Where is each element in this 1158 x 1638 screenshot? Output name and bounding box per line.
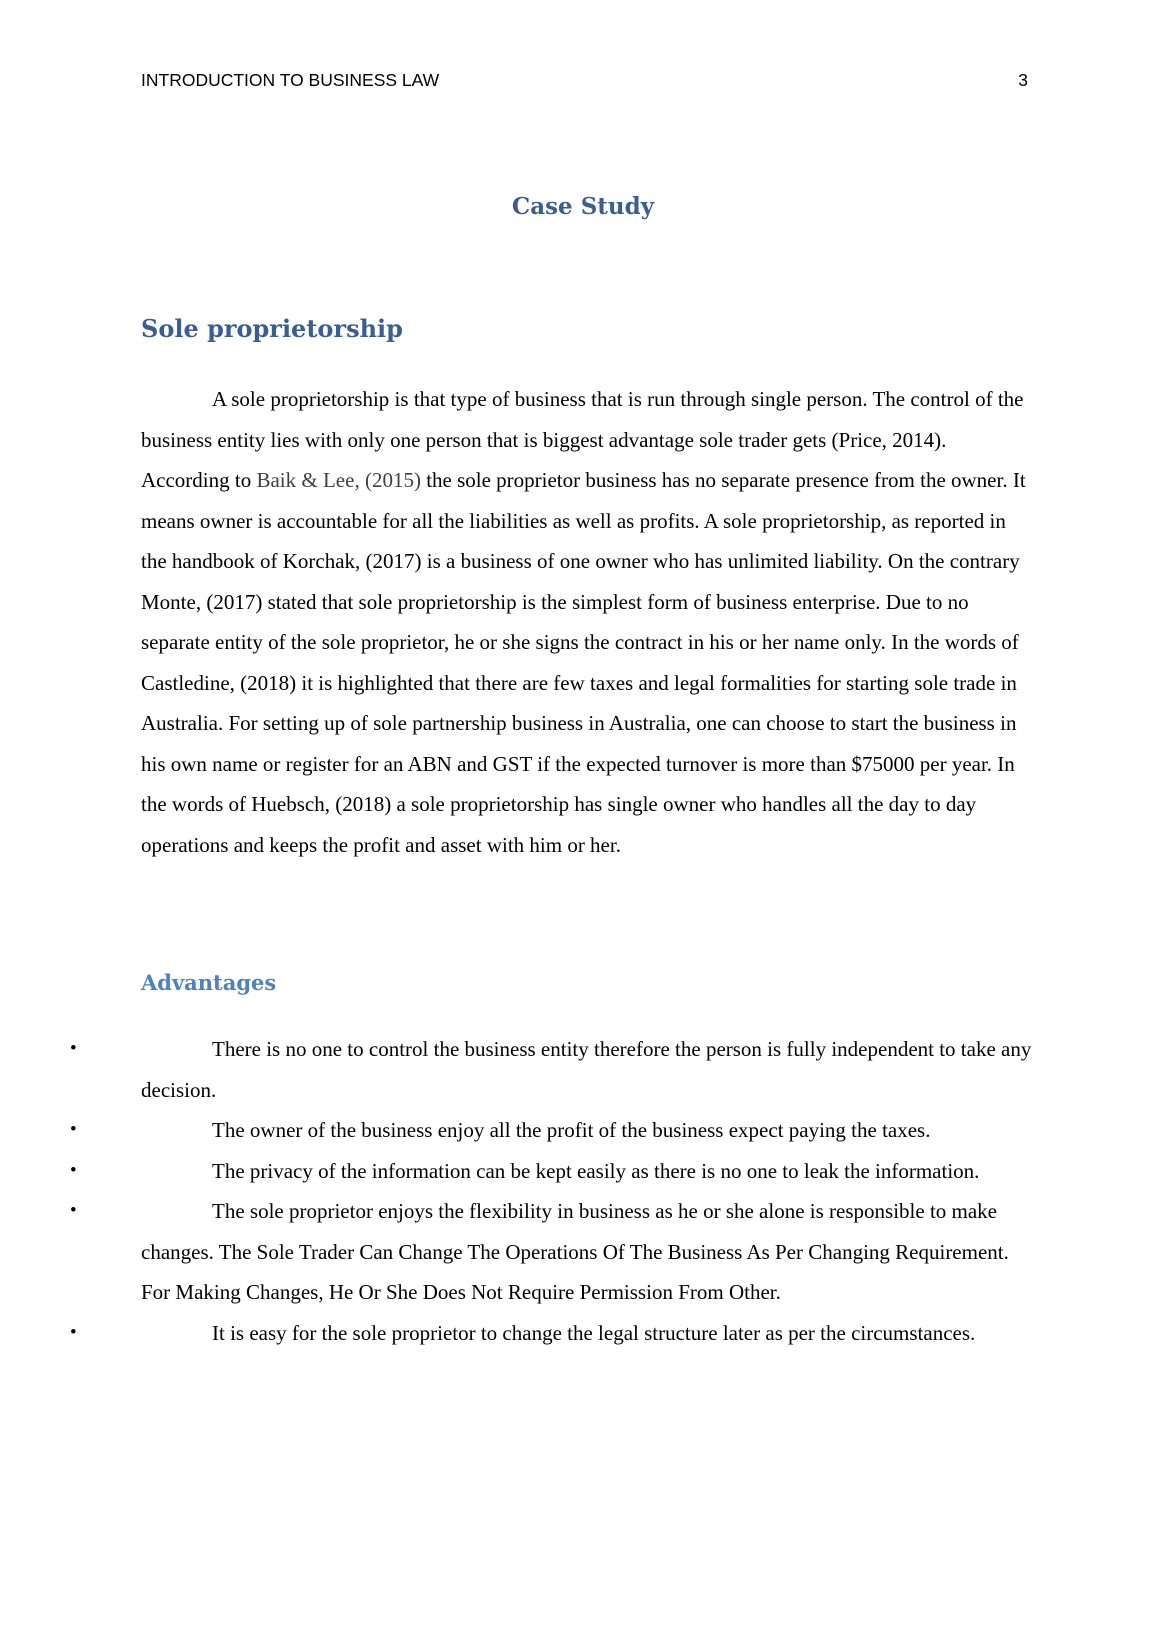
advantages-list <box>70 1029 1035 1353</box>
list-item-text: There is no one to control the business entity therefore the person is fully independent to take any decision. <box>141 1037 1032 1102</box>
citation: Baik & Lee, (2015) <box>256 468 421 492</box>
bullet-icon: • <box>70 1159 77 1181</box>
bullet-icon: • <box>70 1321 77 1343</box>
advantages-heading: Advantages <box>141 970 277 995</box>
list-item-text: The sole proprietor enjoys the flexibility in business as he or she alone is responsible to make changes. The Sole Trader Can Change The Operations Of The Business As Per Changing Requirement. For Making Changes, He Or She Does Not Require Permission From Other. <box>141 1199 1009 1304</box>
list-item <box>70 1313 1035 1354</box>
paragraph-text-part2: the sole proprietor business has no separate presence from the owner. It means owner is accountable for all the liabilities as well as profits. A sole proprietorship, as reported in the handbook of Korchak, (2017) is a business of one owner who has unlimited liability. On the contrary Monte, (2017) stated that sole proprietorship is the simplest form of business enterprise. Due to no separate entity of the sole proprietor, he or she signs the contract in his or her name only. In the words of Castledine, (2018) it is highlighted that there are few taxes and legal formalities for starting sole trade in Australia. For setting up of sole partnership business in Australia, one can choose to start the business in his own name or register for an ABN and GST if the expected turnover is more than $75000 per year. In the words of Huebsch, (2018) a sole proprietorship has single owner who handles all the day to day operations and keeps the profit and asset with him or her. <box>141 468 1026 857</box>
list-item-text: It is easy for the sole proprietor to change the legal structure later as per the circumstances. <box>212 1320 976 1345</box>
section-heading: Sole proprietorship <box>141 314 403 343</box>
list-item <box>70 1110 1035 1151</box>
list-item-text: The owner of the business enjoy all the profit of the business expect paying the taxes. <box>212 1118 931 1142</box>
list-item <box>70 1029 1035 1110</box>
list-item <box>70 1191 1035 1313</box>
document-title: Case Study <box>511 193 655 220</box>
running-title: INTRODUCTION TO BUSINESS LAW <box>141 70 440 90</box>
section-paragraph <box>141 379 1035 865</box>
bullet-icon: • <box>70 1119 77 1140</box>
bullet-icon: • <box>70 1200 77 1221</box>
paragraph-text-part1: A sole proprietorship is that type of business that is run through single person. The control of the business entity lies with only one person that is biggest advantage sole trader gets (Price, 2014). According to <box>141 387 1024 492</box>
list-item <box>70 1151 1035 1192</box>
page-header <box>141 70 1028 91</box>
page-number: 3 <box>1018 70 1028 90</box>
list-item-text: The privacy of the information can be kept easily as there is no one to leak the information. <box>212 1158 980 1183</box>
bullet-icon: • <box>70 1038 77 1059</box>
